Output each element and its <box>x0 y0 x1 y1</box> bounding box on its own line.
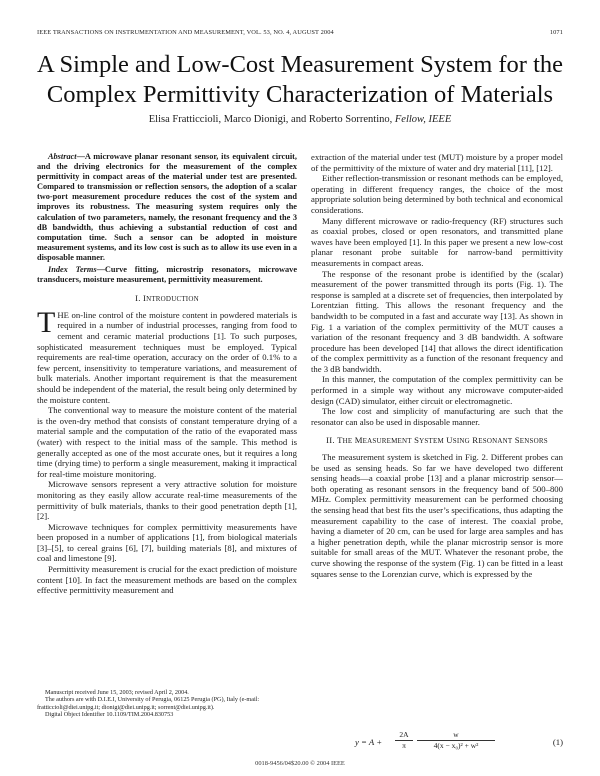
index-terms-text: —Curve fitting, microstrip resonators, microwave transducers, moisture measurement, permittivity measurement. <box>37 265 298 285</box>
footnote-received: Manuscript received June 15, 2003; revised April 2, 2004. <box>45 689 189 696</box>
section-heading-measurement-system: II. THE MEASUREMENT SYSTEM USING RESONANT SENSORS <box>326 435 548 446</box>
running-header <box>37 29 563 36</box>
footnote <box>37 689 297 718</box>
author-names: Elisa Fratticcioli, Marco Dionigi, and Roberto Sorrentino, <box>148 114 393 125</box>
body-paragraph-structures: Many different microwave or radio-frequency (RF) structures such as coaxial probes, closed or open resonators, and transmitted plane waves have been employed [1]. In this paper we present a new low-cost planar resonant probe suitable for narrow-band permittivity measurements in compact areas. <box>311 215 563 268</box>
intro-paragraph-1: THE on-line control of the moisture content in powdered materials is required in a number of industrial processes, ranging from food to cement and ceramic material productions [1]. To such purposes, sophisticated measurement techniques must be employed. Typical requirements are real-time operation, accuracy on the order of 0.1% to a few percent, insensitivity to temperature variations, and measurement of bulk materials. Another important requirement is that the measurement should be independent of the material, the result being only determined by the moisture content. <box>37 305 297 405</box>
body-paragraph-cost: The low cost and simplicity of manufacturing are such that the resonator can also be used in disposable manner. <box>311 406 563 427</box>
index-terms <box>37 265 297 285</box>
right-column <box>311 152 563 579</box>
system-paragraph: The measurement system is sketched in Fig. 2. Different probes can be used as sensing heads. So far we have developed two different sensing heads—a coaxial probe [13] and a planar microstrip sensor—both operating as resonant sensors in the frequency band of 500–800 MHz. Complex permittivity measurement can be performed choosing the sensing head that best fits the user’s specifications, thus adapting the measurement capability to the case of interest. The coaxial probe, having a diameter of 20 cm, can be used for large area samples and has a higher penetration depth, while the planar microstrip sensor is more suitable for small areas of the MUT. Whatever the resonant probe, the curve showing the response of the system (Fig. 1) can be fitted in a least squares sense to the Lorenzian curve, which is expressed by the <box>311 452 563 579</box>
footnote-doi: Digital Object Identifier 10.1109/TIM.2004.830753 <box>45 710 174 718</box>
page-footer: 0018-9456/04$20.00 © 2004 IEEE <box>255 760 345 767</box>
drop-cap: T <box>37 305 56 339</box>
journal-name: IEEE TRANSACTIONS ON INSTRUMENTATION AND MEASUREMENT, VOL. 53, NO. 4, AUGUST 2004 <box>37 29 334 36</box>
abstract <box>37 152 297 263</box>
equation-number: (1) <box>552 737 563 747</box>
abstract-text: —A microwave planar resonant sensor, its equivalent circuit, and the driving electronics for the measurement of the complex permittivity in compact areas of the material under test are presented. Compared to transmission or reflection sensors, the adoption of a scalar two-port measurement procedure reduces the cost of the system and improves its robustness. The measuring system requires only the calculation of two parameters, namely, the resonant frequency and the 3 dB bandwidth, thus achieving a substantial reduction of cost and computation time. Such a sensor can be adopted in moisture measurement systems, and its low cost is such as to allow its use even in a disposable manner. <box>37 152 297 262</box>
abstract-label: Abstract <box>48 152 77 161</box>
body-paragraph-continued: extraction of the material under test (MUT) moisture by a proper model of the permittivity of the mixture of water and dry material [11], [12]. <box>311 152 563 173</box>
fraction-amplitude: 2A π <box>395 731 413 750</box>
intro-paragraph-3: Microwave sensors represent a very attractive solution for moisture monitoring as they easily allow accurate real-time measurements of the permittivity of bulk materials, thanks to their good penetration depth [1], [2]. <box>37 479 297 522</box>
body-paragraph-response: The response of the resonant probe is identified by the (scalar) measurement of the power transmitted through its ports (Fig. 1). The response is sampled at a discrete set of frequencies, then interpolated by Lorentzian fitting. This allows the resonant frequency and the bandwidth to be computed in a fast and accurate way [13]. As shown in Fig. 1 a variation of the complex permittivity of the MUT causes a variation of the resonant frequency and 3 dB bandwidth. A software procedure has been developed [14] that allows the direct identification of the complex permittivity as a function of the resonant frequency and the 3 dB bandwidth. <box>311 268 563 374</box>
author-fellow: Fellow, IEEE <box>394 114 452 125</box>
footnote-affiliation: The authors are with D.I.E.I, University of Perugia, 06125 Perugia (PG), Italy (e-mail: fratticcioli@diei.unipg.it; dionigi@diei.unipg.it; sorrent@diei.unipg.it). <box>37 696 260 711</box>
section-heading-introduction: I. INTRODUCTION <box>135 293 199 304</box>
equation-lhs: y = A + <box>355 737 383 747</box>
index-terms-label: Index Terms <box>48 265 97 275</box>
left-column <box>37 152 297 596</box>
page-number: 1071 <box>549 29 563 36</box>
paper-title: A Simple and Low-Cost Measurement System for the Complex Permittivity Characterization of Materials <box>37 51 563 108</box>
author-line <box>20 114 580 125</box>
intro-paragraph-2: The conventional way to measure the moisture content of the material is the oven-dry method that consists of constant temperature drying of a material sample and the computation of the ratio of the evaporated mass (water) with respect to the initial mass of the sample. This method is generally accepted as one of the most accurate ones, but it requires a long time (drying time) to perform a single measurement, making it impractical for real-time moisture monitoring. <box>37 405 297 479</box>
fraction-lorentzian: w 4(x − x₀)² + w² <box>417 731 495 750</box>
intro-paragraph-4: Microwave techniques for complex permittivity measurements have been proposed in a number of applications [1], from biological materials [3]–[5], to cereal grains [6], [7], building materials [8], and mixtures of coal and limestone [9]. <box>37 521 297 564</box>
intro-paragraph-5: Permittivity measurement is crucial for the exact prediction of moisture content [10]. In fact the measurement methods are based on the complex effective permittivity measurement and <box>37 564 297 596</box>
body-paragraph-computation: In this manner, the computation of the complex permittivity can be performed in a simple way without any microwave computer-aided design (CAD) simulator, either circuit or electromagnetic. <box>311 374 563 406</box>
equation-1 <box>311 731 563 751</box>
body-paragraph-methods: Either reflection-transmission or resonant methods can be employed, operating in different frequency ranges, the choice of the most appropriate solution being determined by both technical and economical considerations. <box>311 173 563 215</box>
lorentzian-formula <box>355 731 515 751</box>
